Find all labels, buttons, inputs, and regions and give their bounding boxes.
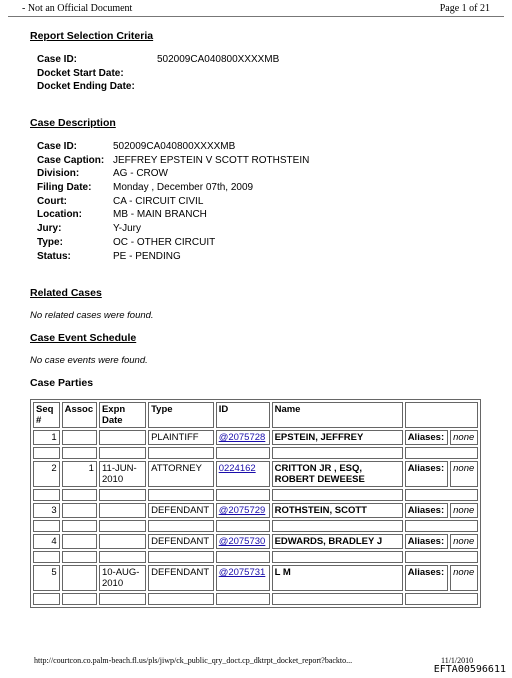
cell-expn [99, 430, 146, 445]
cell-seq: 4 [33, 534, 60, 549]
criteria-row [37, 53, 337, 67]
aliases-value: none [450, 565, 478, 591]
aliases-value: none [450, 503, 478, 518]
field-label: Jury: [37, 223, 62, 235]
page-number: Page 1 of 21 [439, 3, 490, 14]
field-value: JEFFREY EPSTEIN V SCOTT ROTHSTEIN [113, 154, 310, 166]
field-value: Monday , December 07th, 2009 [113, 182, 254, 194]
field-label: Status: [37, 250, 71, 262]
cell-assoc [62, 565, 97, 591]
table-header-row [33, 402, 478, 428]
table-row [33, 430, 478, 445]
table-spacer-row [33, 447, 478, 459]
aliases-value: none [450, 534, 478, 549]
event-schedule-note: No case events were found. [30, 355, 148, 366]
cell-type: DEFENDANT [148, 565, 214, 591]
field-value: CA - CIRCUIT CIVIL [113, 195, 204, 207]
case-description-title: Case Description [30, 117, 116, 129]
field-label: Division: [37, 168, 80, 180]
report-criteria-fields [37, 53, 337, 94]
table-row [33, 565, 478, 591]
table-spacer-row [33, 593, 478, 605]
table-row [33, 503, 478, 518]
cell-type: PLAINTIFF [148, 430, 214, 445]
case-parties-title: Case Parties [30, 377, 94, 389]
cell-expn [99, 534, 146, 549]
field-label: Location: [37, 209, 82, 221]
header-left: - Not an Official Document [22, 3, 133, 14]
cell-assoc [62, 503, 97, 518]
party-id-link[interactable]: @2075731 [218, 567, 266, 578]
field-value: OC - OTHER CIRCUIT [113, 236, 216, 248]
party-id-link[interactable]: @2075730 [218, 536, 266, 547]
desc-row [37, 236, 309, 250]
event-schedule-title: Case Event Schedule [30, 332, 137, 344]
table-row [33, 461, 478, 487]
field-label: Case ID: [37, 141, 78, 152]
case-parties-table [30, 399, 481, 608]
col-expn-date: Expn Date [99, 402, 146, 428]
page-header [22, 3, 490, 17]
cell-id [216, 534, 270, 549]
desc-row [37, 222, 309, 236]
aliases-label: Aliases: [405, 503, 448, 518]
footer-url: http://courtcon.co.palm-beach.fl.us/pls/jiwp/ck_public_qry_doct.cp_dktrpt_docket_report?backto... [34, 656, 353, 665]
field-label: Filing Date: [37, 182, 92, 194]
header-rule [8, 16, 504, 17]
aliases-label: Aliases: [405, 565, 448, 591]
col-type: Type [148, 402, 214, 428]
col-aliases-blank [405, 402, 478, 428]
desc-row [37, 195, 309, 209]
desc-row [37, 208, 309, 222]
table-spacer-row [33, 551, 478, 563]
field-label: Case ID: [37, 54, 78, 65]
footer-date: 11/1/2010 [441, 656, 474, 665]
col-assoc: Assoc [62, 402, 97, 428]
cell-name: L M [272, 565, 403, 591]
case-description-fields [37, 140, 309, 263]
aliases-value: none [450, 461, 478, 487]
field-label: Type: [37, 236, 63, 248]
field-value: 502009CA040800XXXXMB [113, 141, 236, 152]
cell-type: DEFENDANT [148, 503, 214, 518]
cell-seq: 1 [33, 430, 60, 445]
col-id: ID [216, 402, 270, 428]
desc-row [37, 154, 309, 168]
cell-expn: 11-JUN-2010 [99, 461, 146, 487]
cell-seq: 5 [33, 565, 60, 591]
related-cases-note: No related cases were found. [30, 310, 154, 321]
cell-type: ATTORNEY [148, 461, 214, 487]
aliases-value: none [450, 430, 478, 445]
party-id-link[interactable]: @2075728 [218, 432, 266, 443]
cell-name: ROTHSTEIN, SCOTT [272, 503, 403, 518]
desc-row [37, 140, 309, 154]
field-value: MB - MAIN BRANCH [113, 209, 207, 221]
aliases-label: Aliases: [405, 430, 448, 445]
bates-stamp: EFTA00596611 [433, 664, 506, 675]
field-value: 502009CA040800XXXXMB [157, 54, 280, 65]
report-criteria-title: Report Selection Criteria [30, 30, 154, 42]
field-value: Y-Jury [113, 223, 141, 235]
criteria-row [37, 67, 337, 81]
cell-seq: 3 [33, 503, 60, 518]
cell-assoc [62, 534, 97, 549]
table-spacer-row [33, 489, 478, 501]
cell-name: CRITTON JR , ESQ, ROBERT DEWEESE [272, 461, 403, 487]
col-seq: Seq # [33, 402, 60, 428]
cell-type: DEFENDANT [148, 534, 214, 549]
desc-row [37, 167, 309, 181]
cell-name: EDWARDS, BRADLEY J [272, 534, 403, 549]
col-name: Name [272, 402, 403, 428]
field-label: Docket Start Date: [37, 67, 124, 79]
cell-id [216, 461, 270, 487]
field-label: Docket Ending Date: [37, 81, 135, 93]
cell-assoc [62, 430, 97, 445]
cell-id [216, 430, 270, 445]
cell-seq: 2 [33, 461, 60, 487]
desc-row [37, 250, 309, 264]
cell-expn: 10-AUG-2010 [99, 565, 146, 591]
cell-id [216, 503, 270, 518]
field-label: Court: [37, 195, 67, 207]
related-cases-title: Related Cases [30, 287, 102, 299]
table-spacer-row [33, 520, 478, 532]
table-row [33, 534, 478, 549]
field-value: AG - CROW [113, 168, 168, 180]
aliases-label: Aliases: [405, 461, 448, 487]
party-id-link[interactable]: 0224162 [218, 463, 256, 474]
criteria-row [37, 80, 337, 94]
cell-name: EPSTEIN, JEFFREY [272, 430, 403, 445]
desc-row [37, 181, 309, 195]
aliases-label: Aliases: [405, 534, 448, 549]
cell-expn [99, 503, 146, 518]
cell-assoc: 1 [62, 461, 97, 487]
party-id-link[interactable]: @2075729 [218, 505, 266, 516]
field-label: Case Caption: [37, 154, 105, 166]
cell-id [216, 565, 270, 591]
field-value: PE - PENDING [113, 250, 181, 262]
